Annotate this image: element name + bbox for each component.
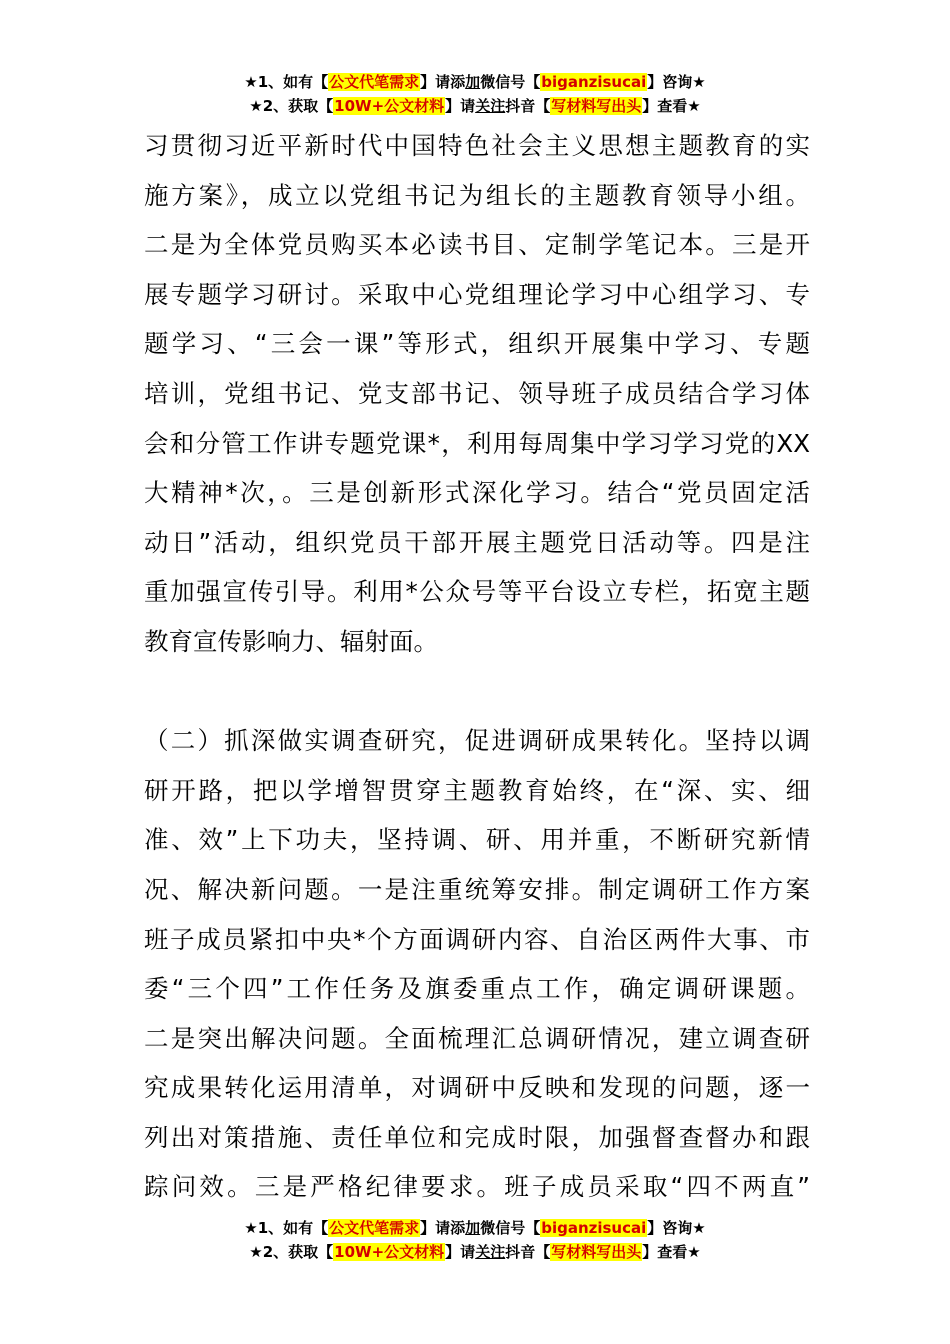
text-line: 动日”活动，组织党员干部开展主题党日活动等。四是注 [144,527,810,557]
banner-text: 】请 [445,1243,476,1261]
star-icon: ★ [687,97,701,115]
star-icon: ★ [687,1243,701,1261]
text-line: 列出对策措施、责任单位和完成时限，加强督查督办和跟 [144,1122,810,1152]
star-icon: ★ [692,1219,706,1237]
text-line: 究成果转化运用清单，对调研中反映和发现的问题，逐一 [144,1073,810,1103]
banner-emphasis: 加 [465,1219,481,1237]
highlight-wechat-id: biganzisucai [541,73,647,91]
banner-text: 微信号【 [480,73,541,91]
banner-text: 1、如有【 [257,73,329,91]
banner-emphasis: 关注 [475,1243,506,1261]
highlight-wechat-id: biganzisucai [541,1219,647,1237]
banner-text: 2、获取【 [262,1243,334,1261]
banner-text: 抖音【 [505,97,551,115]
star-icon: ★ [249,1243,263,1261]
text-line: 委“三个四”工作任务及旗委重点工作，确定调研课题。 [144,974,810,1004]
banner-line-1 [0,1216,950,1240]
bottom-banner [0,1216,950,1264]
banner-emphasis: 关注 [475,97,506,115]
text-line: 班子成员紧扣中央*个方面调研内容、自治区两件大事、市 [144,924,810,954]
banner-text: 1、如有【 [257,1219,329,1237]
highlight-service: 公文代笔需求 [329,1219,420,1237]
banner-line-1 [0,70,950,94]
paragraph-1 [144,121,810,667]
text-line: 况、解决新问题。一是注重统筹安排。制定调研工作方案 [144,874,810,904]
top-banner [0,70,950,118]
banner-line-2 [0,94,950,118]
text-line: 大精神*次，。三是创新形式深化学习。结合“党员固定活 [144,478,810,508]
banner-text: 】请添 [420,73,466,91]
highlight-douyin-account: 写材料写出头 [551,1243,642,1261]
highlight-service: 公文代笔需求 [329,73,420,91]
banner-text: 】查看 [642,97,688,115]
star-icon: ★ [249,97,263,115]
text-line: 踪问效。三是严格纪律要求。班子成员采取“四不两直” [144,1172,810,1202]
banner-text: 】请 [445,97,476,115]
banner-emphasis: 加 [465,73,481,91]
text-line: 习贯彻习近平新时代中国特色社会主义思想主题教育的实 [144,131,810,160]
star-icon: ★ [244,1219,258,1237]
highlight-douyin-account: 写材料写出头 [551,97,642,115]
text-line: 重加强宣传引导。利用*公众号等平台设立专栏，拓宽主题 [144,577,810,607]
document-body [144,121,810,1212]
text-line: 教育宣传影响力、辐射面。 [144,626,438,656]
text-line: 展专题学习研讨。采取中心党组理论学习中心组学习、专 [144,279,810,309]
banner-text: 微信号【 [480,1219,541,1237]
banner-text: 2、获取【 [262,97,334,115]
text-line: 培训，党组书记、党支部书记、领导班子成员结合学习体 [144,378,810,408]
star-icon: ★ [692,73,706,91]
text-line: 会和分管工作讲专题党课*，利用每周集中学习学习党的XX [144,428,810,458]
paragraph-spacer [144,667,810,717]
text-line: 二是为全体党员购买本必读书目、定制学笔记本。三是开 [144,230,810,260]
banner-text: 】咨询 [647,1219,693,1237]
text-line: 研开路，把以学增智贯穿主题教育始终，在“深、实、细 [144,775,810,805]
text-line: 题学习、“三会一课”等形式，组织开展集中学习、专题 [144,329,810,359]
text-line: 施方案》，成立以党组书记为组长的主题教育领导小组。 [144,180,810,210]
banner-line-2 [0,1240,950,1264]
text-line: 二是突出解决问题。全面梳理汇总调研情况，建立调查研 [144,1023,810,1053]
text-line: 准、效”上下功夫，坚持调、研、用并重，不断研究新情 [144,825,810,855]
banner-text: 抖音【 [505,1243,551,1261]
highlight-materials: 10W+公文材料 [334,1243,445,1261]
star-icon: ★ [244,73,258,91]
banner-text: 】咨询 [647,73,693,91]
banner-text: 】查看 [642,1243,688,1261]
paragraph-2 [144,716,810,1212]
section-heading-line: （二）抓深做实调查研究，促进调研成果转化。坚持以调 [144,726,810,756]
banner-text: 】请添 [420,1219,466,1237]
highlight-materials: 10W+公文材料 [334,97,445,115]
